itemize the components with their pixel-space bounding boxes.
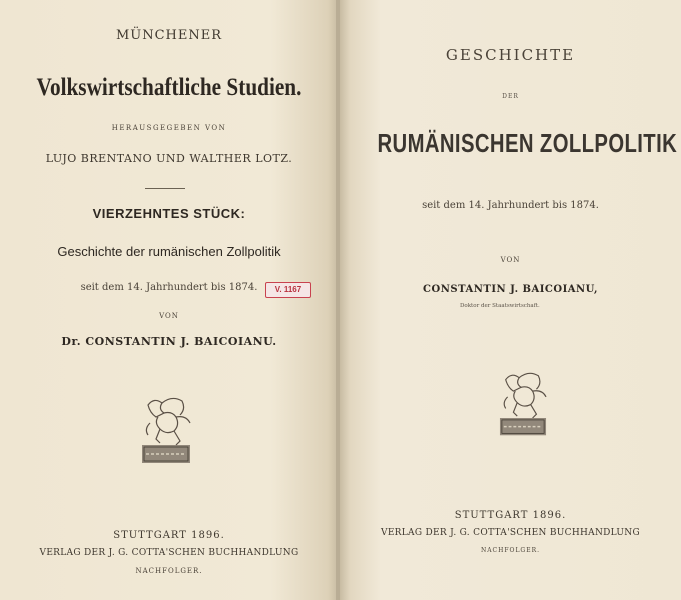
by-label: VON xyxy=(500,256,521,264)
author-name: Dr. CONSTANTIN J. BAICOIANU. xyxy=(61,335,277,348)
author-name: CONSTANTIN J. BAICOIANU, xyxy=(423,284,598,295)
editors: LUJO BRENTANO UND WALTHER LOTZ. xyxy=(45,152,293,165)
griffin-emblem-icon xyxy=(494,370,552,442)
divider-rule xyxy=(145,188,185,189)
by-label: VON xyxy=(159,312,179,320)
publisher: VERLAG DER J. G. COTTA'SCHEN BUCHHANDLUNG xyxy=(381,528,640,538)
publisher-successors: NACHFOLGER. xyxy=(480,547,541,554)
title-line-2: RUMÄNISCHEN ZOLLPOLITIK xyxy=(377,128,678,158)
volume-subtitle: Geschichte der rumänischen Zollpolitik xyxy=(57,244,281,259)
series-title: Volkswirtschaftliche Studien. xyxy=(36,74,302,101)
volume-number: VIERZEHNTES STÜCK: xyxy=(92,206,246,221)
period-text: seit dem 14. Jahrhundert bis 1874. xyxy=(80,282,258,293)
series-name: MÜNCHENER xyxy=(115,28,223,43)
right-page-title xyxy=(340,0,681,600)
period-text: seit dem 14. Jahrhundert bis 1874. xyxy=(422,200,599,211)
city-year: STUTTGART 1896. xyxy=(113,530,225,541)
left-page-series-title xyxy=(0,0,338,600)
griffin-emblem-icon xyxy=(136,395,196,470)
edited-by-label: HERAUSGEGEBEN VON xyxy=(111,124,227,132)
title-line-1: GESCHICHTE xyxy=(445,46,576,64)
city-year: STUTTGART 1896. xyxy=(454,510,567,521)
author-degree: Doktor der Staatswirtschaft. xyxy=(460,303,540,309)
publisher: VERLAG DER J. G. COTTA'SCHEN BUCHHANDLUNG xyxy=(39,548,299,558)
library-stamp: V. 1167 xyxy=(265,282,311,298)
title-der: DER xyxy=(502,93,519,100)
publisher-successors: NACHFOLGER. xyxy=(135,567,203,575)
